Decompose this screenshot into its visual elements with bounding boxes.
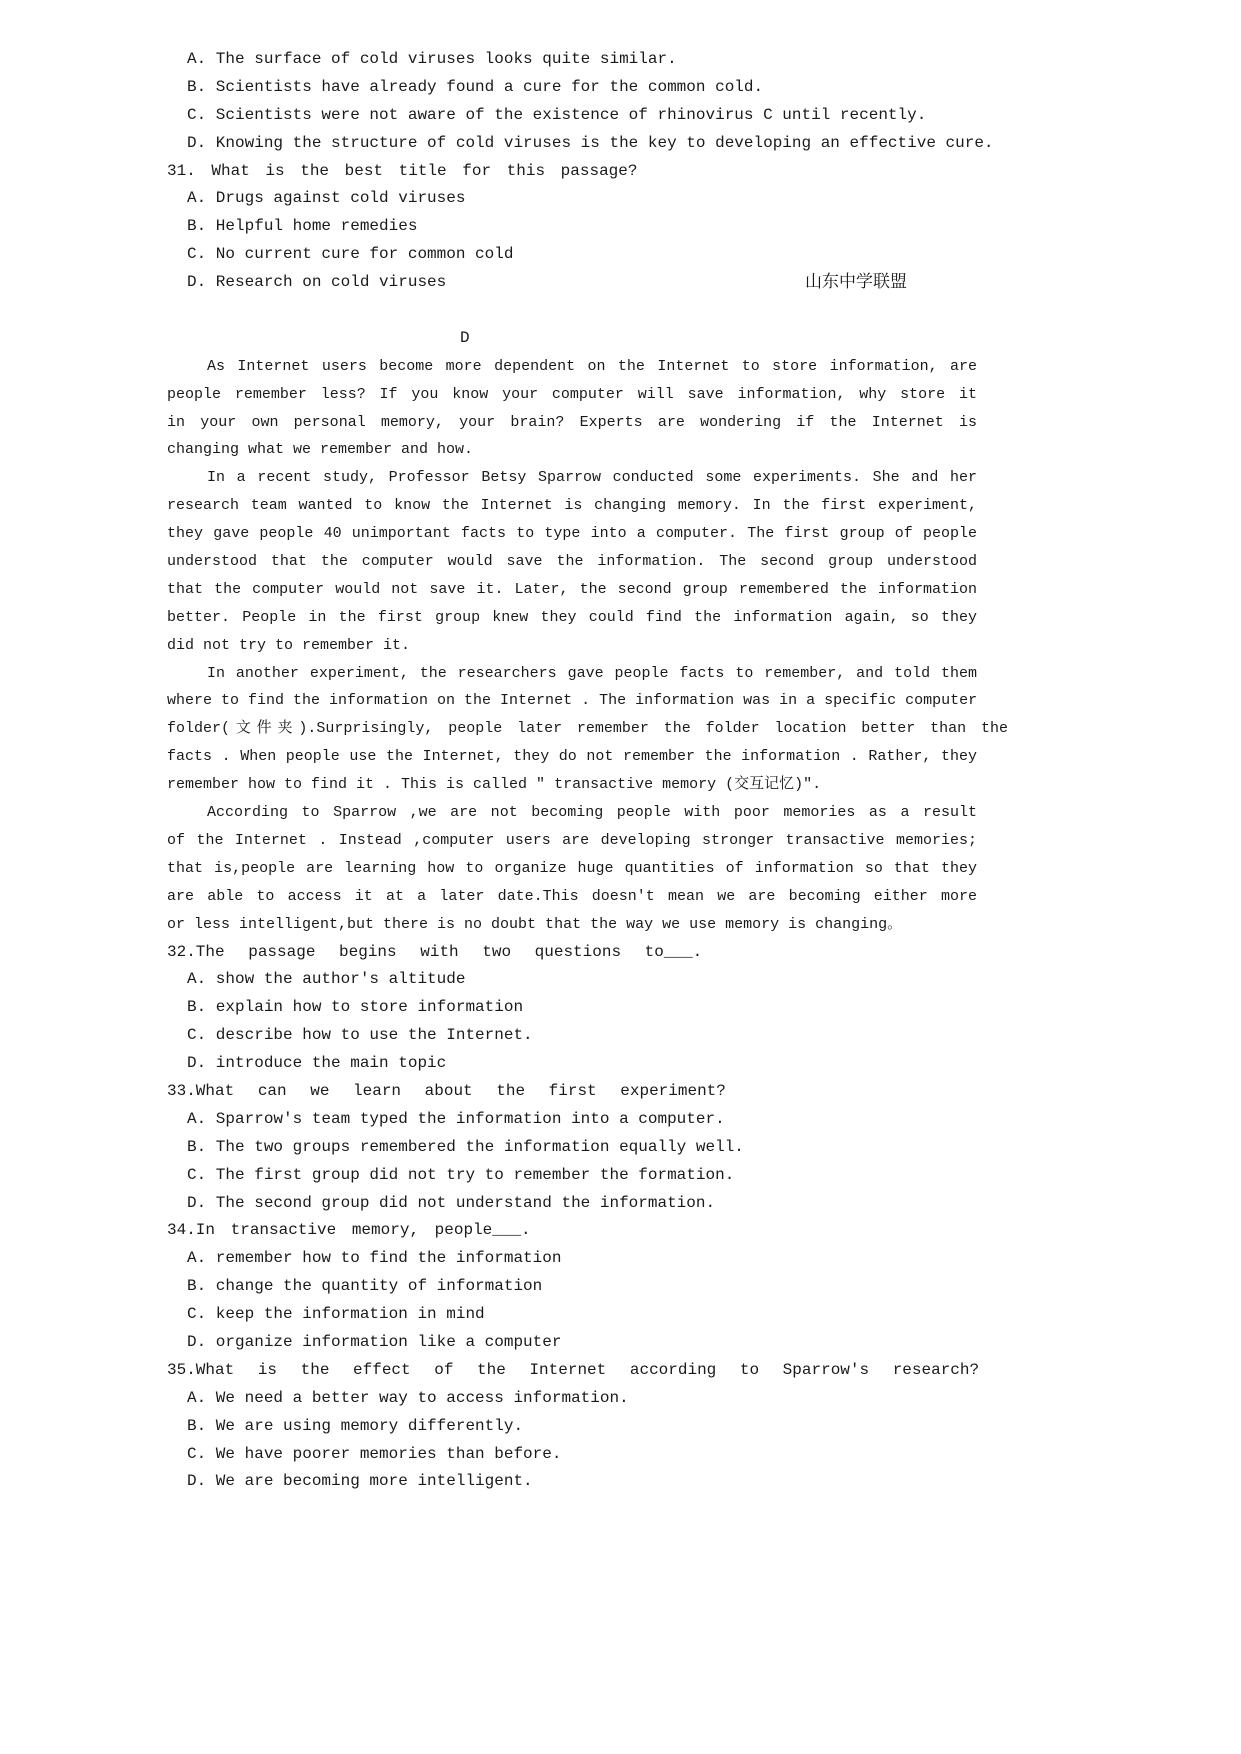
passage-line xyxy=(167,492,977,520)
answer-option xyxy=(0,130,1241,158)
line-text: of the Internet . Instead ,computer users are developing stronger transactive memories; xyxy=(167,831,977,849)
line-text: where to find the information on the Internet . The information was in a specific computer xyxy=(167,692,978,710)
line-text: According to Sparrow ,we are not becoming people with poor memories as a result xyxy=(207,804,977,822)
passage-line xyxy=(167,855,977,883)
document-page xyxy=(0,46,1241,1496)
answer-option xyxy=(0,1106,1241,1134)
answer-option xyxy=(0,966,1241,994)
line-text: A. show the author's altitude xyxy=(187,970,466,989)
question-stem xyxy=(0,158,1241,186)
line-text: understood that the computer would save the information. The second group understood xyxy=(167,553,977,571)
line-text: D. The second group did not understand the information. xyxy=(187,1193,716,1212)
line-text: 35.What is the effect of the Internet according to Sparrow's research? xyxy=(167,1360,980,1379)
line-text: In a recent study, Professor Betsy Sparrow conducted some experiments. She and her xyxy=(207,469,977,487)
answer-option xyxy=(0,1190,1241,1218)
answer-option xyxy=(0,1329,1241,1357)
line-text: C. Scientists were not aware of the existence of rhinovirus C until recently. xyxy=(187,105,927,124)
line-text: 31. What is the best title for this passage? xyxy=(167,161,638,180)
passage-line xyxy=(167,353,977,381)
line-text: B. The two groups remembered the information equally well. xyxy=(187,1137,744,1156)
line-text: B. change the quantity of information xyxy=(187,1277,543,1296)
watermark-text: 山东中学联盟 xyxy=(805,272,907,293)
line-text: A. Sparrow's team typed the information into a computer. xyxy=(187,1109,725,1128)
answer-option xyxy=(0,1134,1241,1162)
passage-line xyxy=(167,911,977,939)
passage-line xyxy=(167,464,977,492)
line-text: D. Knowing the structure of cold viruses is the key to developing an effective cure. xyxy=(187,133,994,152)
line-text: folder(文件夹).Surprisingly, people later remember the folder location better than the xyxy=(167,720,1008,738)
line-text: that is,people are learning how to organize huge quantities of information so that they xyxy=(167,859,977,877)
passage-line xyxy=(167,827,977,855)
line-text: 34.In transactive memory, people___. xyxy=(167,1221,531,1240)
answer-option xyxy=(0,269,1241,297)
passage-line xyxy=(167,799,977,827)
line-text: 33.What can we learn about the first experiment? xyxy=(167,1081,726,1100)
passage-line xyxy=(167,409,977,437)
passage-line xyxy=(167,715,1008,743)
answer-option xyxy=(0,1273,1241,1301)
answer-option xyxy=(0,1413,1241,1441)
line-text: better. People in the first group knew they could find the information again, so they xyxy=(167,608,977,626)
passage-line xyxy=(167,660,977,688)
passage-line xyxy=(167,687,977,715)
passage-line xyxy=(167,632,977,660)
answer-option xyxy=(0,1162,1241,1190)
answer-option xyxy=(0,1245,1241,1273)
passage-line xyxy=(167,604,977,632)
line-text: people remember less? If you know your computer will save information, why store it xyxy=(167,385,977,403)
line-text: A. remember how to find the information xyxy=(187,1249,562,1268)
line-text: A. We need a better way to access information. xyxy=(187,1388,629,1407)
line-text: D. organize information like a computer xyxy=(187,1332,562,1351)
passage-line xyxy=(167,743,977,771)
line-text: facts . When people use the Internet, they do not remember the information . Rather, they xyxy=(167,748,977,766)
line-text: C. The first group did not try to remember the formation. xyxy=(187,1165,735,1184)
answer-option xyxy=(0,994,1241,1022)
line-text: As Internet users become more dependent on the Internet to store information, are xyxy=(207,357,977,375)
line-text: did not try to remember it. xyxy=(167,636,411,654)
passage-line xyxy=(167,771,977,799)
line-text: D xyxy=(460,328,470,347)
line-text: that the computer would not save it. Later, the second group remembered the information xyxy=(167,580,977,598)
line-text: D. We are becoming more intelligent. xyxy=(187,1472,533,1491)
answer-option xyxy=(0,46,1241,74)
passage-line xyxy=(167,520,977,548)
answer-option xyxy=(0,1301,1241,1329)
line-text: C. keep the information in mind xyxy=(187,1305,485,1324)
question-stem xyxy=(0,1357,1241,1385)
question-stem xyxy=(0,1217,1241,1245)
line-text: remember how to find it . This is called ″ transactive memory (交互记忆)″. xyxy=(167,776,822,794)
answer-option xyxy=(0,1050,1241,1078)
answer-option xyxy=(0,1385,1241,1413)
passage-line xyxy=(167,436,977,464)
answer-option xyxy=(0,213,1241,241)
answer-option xyxy=(0,74,1241,102)
line-text: In another experiment, the researchers gave people facts to remember, and told them xyxy=(207,664,977,682)
answer-option xyxy=(0,1468,1241,1496)
line-text: research team wanted to know the Internet is changing memory. In the first experiment, xyxy=(167,497,977,515)
answer-option xyxy=(0,185,1241,213)
line-text: C. We have poorer memories than before. xyxy=(187,1444,562,1463)
line-text: B. Scientists have already found a cure for the common cold. xyxy=(187,77,764,96)
line-text: changing what we remember and how. xyxy=(167,441,474,459)
line-text: B. explain how to store information xyxy=(187,998,524,1017)
line-text: B. Helpful home remedies xyxy=(187,217,418,236)
answer-option xyxy=(0,241,1241,269)
line-text: A. Drugs against cold viruses xyxy=(187,189,466,208)
line-text: or less intelligent,but there is no doubt that the way we use memory is changing。 xyxy=(167,915,903,933)
section-heading xyxy=(0,325,1241,353)
passage-line xyxy=(167,548,977,576)
line-text: A. The surface of cold viruses looks quite similar. xyxy=(187,50,677,68)
line-text: D. introduce the main topic xyxy=(187,1054,447,1073)
passage-line xyxy=(167,381,977,409)
answer-option xyxy=(0,1022,1241,1050)
question-stem xyxy=(0,939,1241,967)
line-text: 32.The passage begins with two questions to___. xyxy=(167,942,703,961)
line-text: are able to access it at a later date.This doesn't mean we are becoming either more xyxy=(167,887,977,905)
line-text: D. Research on cold viruses xyxy=(187,273,447,292)
line-text: in your own personal memory, your brain? Experts are wondering if the Internet is xyxy=(167,413,977,431)
blank-line xyxy=(0,297,1241,325)
line-text: they gave people 40 unimportant facts to type into a computer. The first group of people xyxy=(167,525,977,543)
passage-line xyxy=(167,883,977,911)
line-text: C. No current cure for common cold xyxy=(187,245,514,264)
answer-option xyxy=(0,1441,1241,1469)
question-stem xyxy=(0,1078,1241,1106)
line-text: B. We are using memory differently. xyxy=(187,1416,524,1435)
answer-option xyxy=(0,102,1241,130)
passage-line xyxy=(167,576,977,604)
line-text: C. describe how to use the Internet. xyxy=(187,1026,533,1045)
